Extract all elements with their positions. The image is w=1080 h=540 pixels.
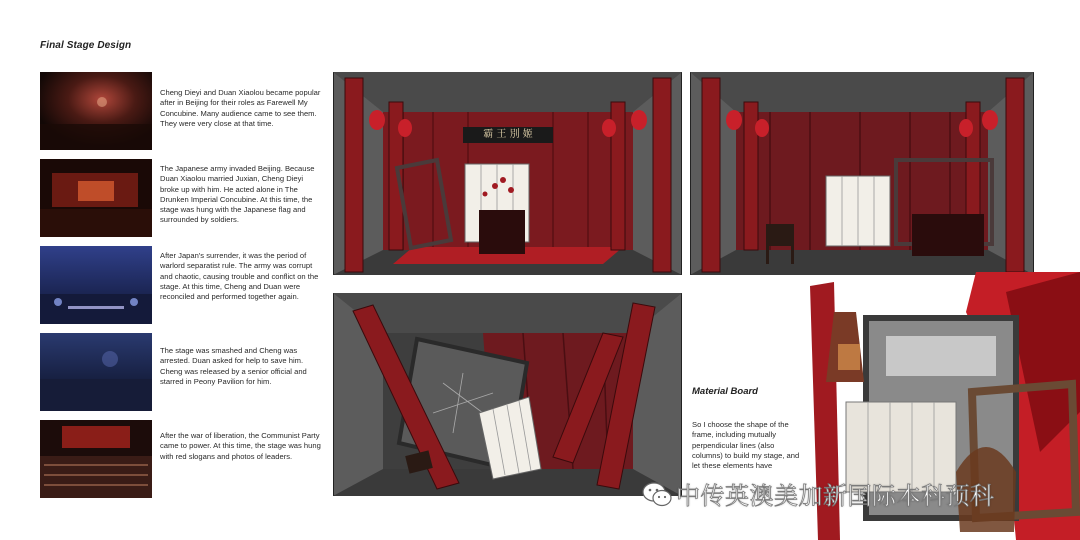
scene-caption-2: The Japanese army invaded Beijing. Because Duan Xiaolou married Juxian, Cheng Dieyi broke up with him. He acted alone in The Drunken Imperial Concubine. At this time, the stage was hung with the Japanese flag and surrounded by soldiers.	[160, 164, 315, 225]
film-still-5	[40, 420, 152, 498]
film-still-3	[40, 246, 152, 324]
stage-sign: 霸 王 別 姬	[483, 129, 533, 140]
scene-caption-5: After the war of liberation, the Communist Party came to power. At this time, the stage was hung with red slogans and photos of leaders.	[160, 431, 321, 461]
film-still-1	[40, 72, 152, 150]
film-still-4	[40, 333, 152, 411]
scene-caption-3: After Japan's surrender, it was the period of warlord separatist rule. The army was corrupt and chaotic, causing trouble and conflict on the stage. At this time, Cheng and Duan were reconciled and performed together again.	[160, 251, 319, 302]
scene-caption-1: Cheng Dieyi and Duan Xiaolou became popular after in Beijing for their roles as Farewell My Concubine. Many audience came to see them. They were very close at that time.	[160, 88, 321, 128]
film-still-2	[40, 159, 152, 237]
watermark	[642, 476, 995, 511]
page-title: Final Stage Design	[40, 40, 132, 51]
watermark-text: 中传英澳美加新国际本科预科	[676, 482, 995, 510]
material-board-title: Material Board	[692, 386, 758, 397]
stage-design-1	[333, 72, 682, 275]
wechat-icon	[642, 481, 672, 507]
material-board-text: So I choose the shape of the frame, including mutually perpendicular lines (also columns) to build my stage, and let these elements have	[692, 420, 800, 471]
stage-design-2	[690, 72, 1034, 275]
stage-design-3	[333, 293, 682, 496]
scene-caption-4: The stage was smashed and Cheng was arrested. Duan asked for help to save him. Cheng was released by a senior official and starred in Peony Pavilion for him.	[160, 346, 307, 386]
